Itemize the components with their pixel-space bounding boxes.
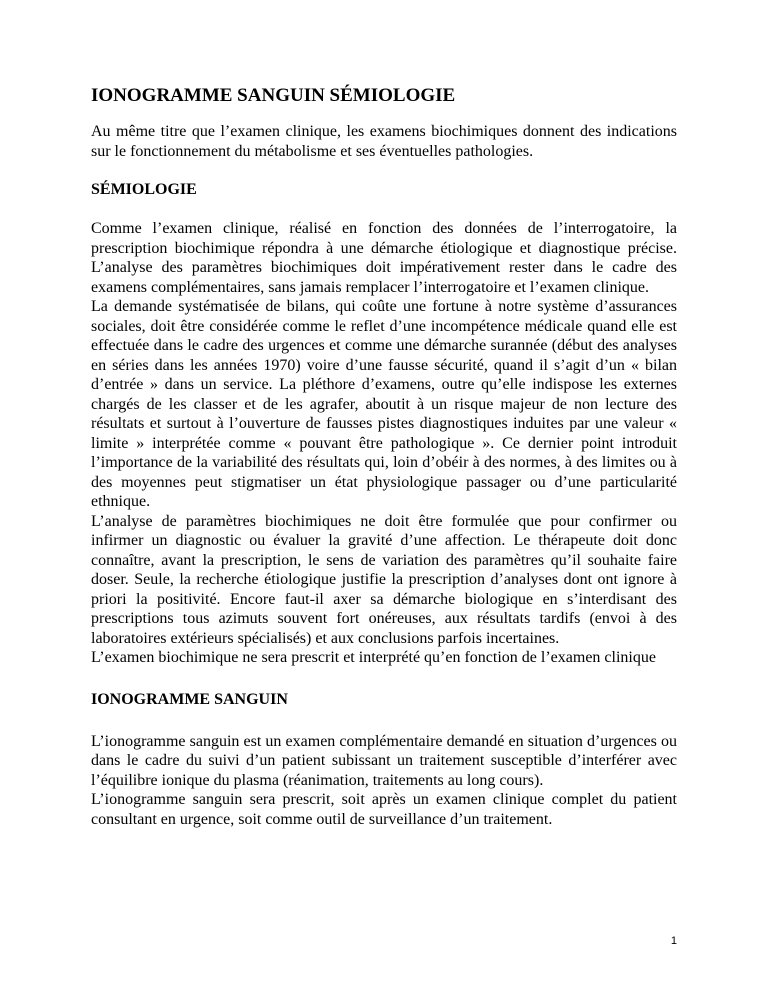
- section-heading-semiologie: SÉMIOLOGIE: [91, 181, 197, 198]
- paragraph: Comme l’examen clinique, réalisé en fonction des données de l’interrogatoire, la prescription biochimique répondra à une démarche étiologique et diagnostique précise. L’analyse des paramètres biochimiques doit impérativement rester dans le cadre des examens complémentaires, sans jamais remplacer l’interrogatoire et l’examen clinique.: [91, 220, 677, 296]
- paragraph: L’analyse de paramètres biochimiques ne doit être formulée que pour confirmer ou infirmer un diagnostic ou évaluer la gravité d’une affection. Le thérapeute doit donc connaître, avant la prescription, le sens de variation des paramètres qu’il souhaite faire doser. Seule, la recherche étiologique justifie la prescription d’analyses dont ont ignore à priori la positivité. Encore faut-il axer sa démarche biologique en s’interdisant des prescriptions tous azimuts souvent fort onéreuses, aux résultats tardifs (envoi à des laboratoires extérieurs spécialisés) et aux conclusions parfois incertaines.: [91, 512, 677, 647]
- section-heading-ionogramme: IONOGRAMME SANGUIN: [91, 690, 288, 708]
- paragraph: L’ionogramme sanguin sera prescrit, soit après un examen clinique complet du patient consultant en urgence, soit comme outil de surveillance d’un traitement.: [91, 791, 677, 828]
- paragraph: L’examen biochimique ne sera prescrit et interprété qu’en fonction de l’examen clinique: [91, 649, 656, 666]
- intro-paragraph: Au même titre que l’examen clinique, les examens biochimiques donnent des indications sur le fonctionnement du métabolisme et ses éventuelles pathologies.: [91, 123, 677, 160]
- paragraph: La demande systématisée de bilans, qui coûte une fortune à notre système d’assurances sociales, doit être considérée comme le reflet d’une incompétence médicale quand elle est effectuée dans le cadre des urgences et comme une démarche surannée (début des analyses en séries dans les années 1970) voire d’une fausse sécurité, quand il s’agit d’un « bilan d’entrée » dans un service. La pléthore d’examens, outre qu’elle indispose les externes chargés de les classer et de les agrafer, aboutit à un risque majeur de non lecture des résultats et surtout à l’ouverture de fausses pistes diagnostiques induites par une valeur « limite » interprétée comme « pouvant être pathologique ». Ce dernier point introduit l’importance de la variabilité des résultats qui, loin d’obéir à des normes, à des limites ou à des moyennes peut stigmatiser un état physiologique passager ou d’une particularité ethnique.: [91, 298, 677, 510]
- page-number: 1: [670, 935, 677, 947]
- document-content: [91, 84, 677, 829]
- paragraph: L’ionogramme sanguin est un examen complémentaire demandé en situation d’urgences ou dans le cadre du suivi d’un patient subissant un traitement susceptible d’interférer avec l’équilibre ionique du plasma (réanimation, traitements au long cours).: [91, 732, 677, 789]
- page-title: IONOGRAMME SANGUIN SÉMIOLOGIE: [91, 85, 456, 106]
